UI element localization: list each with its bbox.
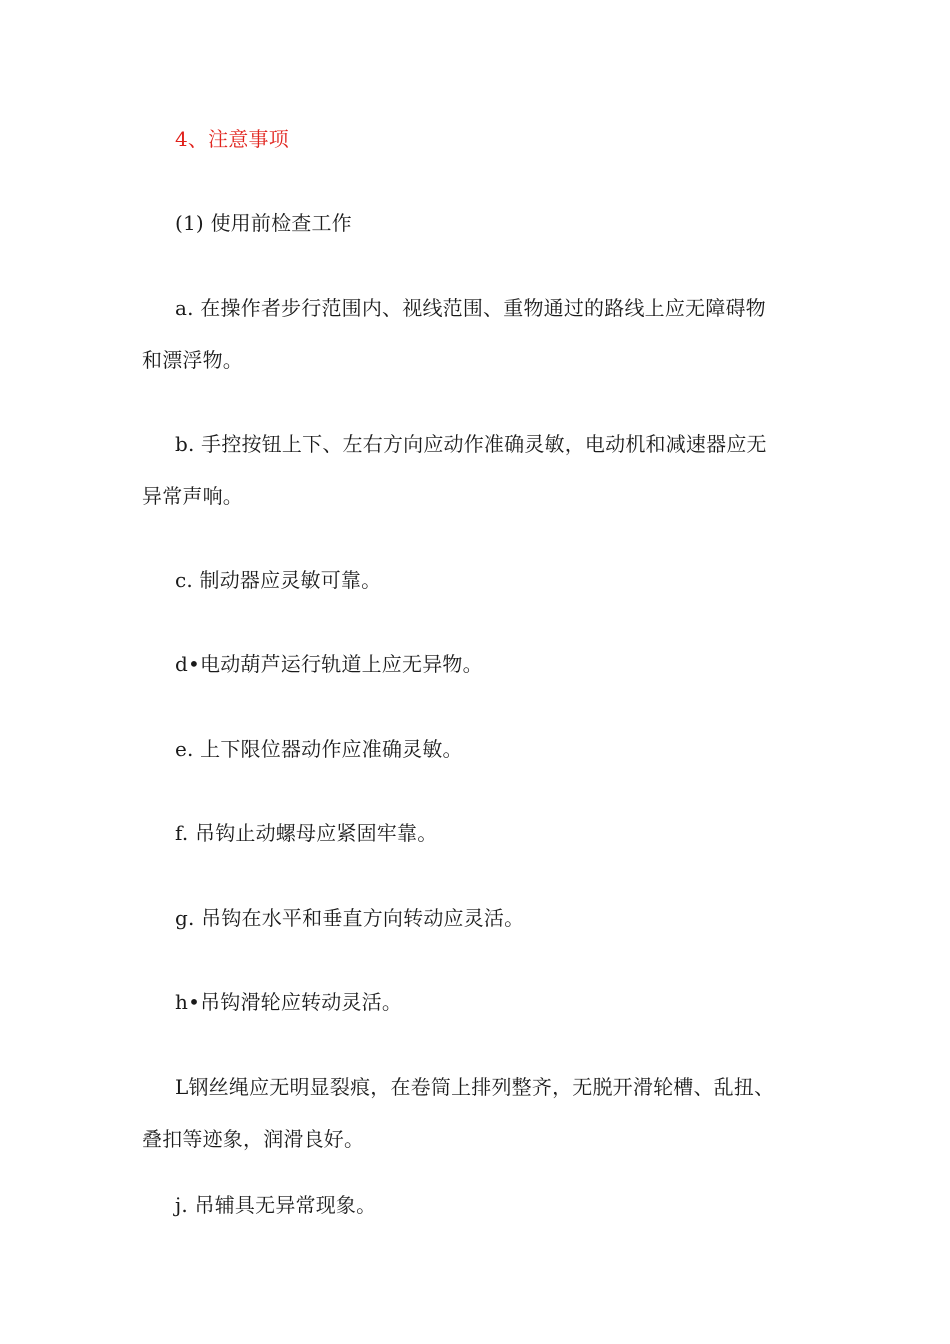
item-i-line-1: L钢丝绳应无明显裂痕，在卷筒上排列整齐，无脱开滑轮槽、乱扭、 <box>175 1075 775 1099</box>
item-c: c. 制动器应灵敏可靠。 <box>175 568 382 592</box>
item-a-line-1: a. 在操作者步行范围内、视线范围、重物通过的路线上应无障碍物 <box>175 296 766 320</box>
item-d: d•电动葫芦运行轨道上应无异物。 <box>175 652 483 676</box>
item-i-line-2: 叠扣等迹象，润滑良好。 <box>142 1127 365 1151</box>
item-b-line-1: b. 手控按钮上下、左右方向应动作准确灵敏，电动机和减速器应无 <box>175 432 767 456</box>
item-f: f. 吊钩止动螺母应紧固牢靠。 <box>175 821 438 845</box>
item-j: j. 吊辅具无异常现象。 <box>175 1193 377 1217</box>
section-heading: 4、注意事项 <box>175 127 289 151</box>
item-e: e. 上下限位器动作应准确灵敏。 <box>175 737 463 761</box>
subsection-heading: (1) 使用前检查工作 <box>175 211 352 235</box>
item-g: g. 吊钩在水平和垂直方向转动应灵活。 <box>175 906 525 930</box>
item-a-line-2: 和漂浮物。 <box>142 348 243 372</box>
item-b-line-2: 异常声响。 <box>142 484 243 508</box>
item-h: h•吊钩滑轮应转动灵活。 <box>175 990 403 1014</box>
